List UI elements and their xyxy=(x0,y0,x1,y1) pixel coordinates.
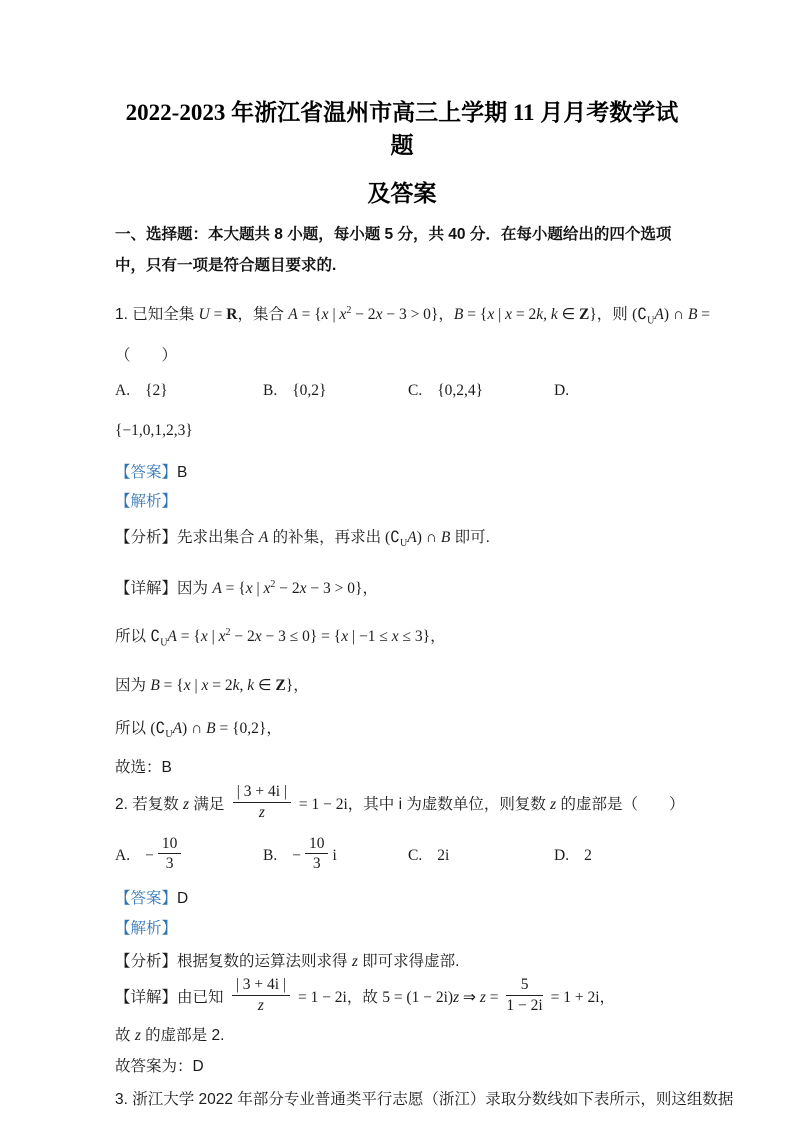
fraction-numerator xyxy=(158,835,182,855)
text-segment: ⇒ xyxy=(459,988,480,1006)
text-segment: x xyxy=(339,306,347,324)
text-segment: − xyxy=(292,846,301,864)
text-segment: x xyxy=(487,306,495,324)
doc-title-line1: 2022-2023 年浙江省温州市高三上学期 11 月月考数学试题 xyxy=(125,100,679,158)
text-segment: ， xyxy=(430,627,446,645)
option-cell-B xyxy=(263,379,408,403)
option-cell-A xyxy=(115,379,263,403)
q1-option-d-value xyxy=(115,419,689,443)
option-label: D. xyxy=(554,846,570,864)
text-segment: | 3 + 4i | xyxy=(236,783,287,801)
text-segment: = { xyxy=(463,306,488,324)
text-segment: , xyxy=(239,676,248,694)
text-segment: 【分析】根据复数的运算法则求得 xyxy=(115,952,352,970)
sub-segment: U xyxy=(400,538,408,550)
q1-detail-4 xyxy=(115,711,689,753)
text-segment: z xyxy=(453,988,460,1006)
text-segment: | xyxy=(190,676,202,694)
q2-stem xyxy=(115,781,689,829)
text-segment: k xyxy=(232,676,240,694)
document-body xyxy=(115,293,734,1111)
text-segment: 的虚部是（ ） xyxy=(556,795,685,813)
text-segment: （ ） xyxy=(115,347,178,365)
text-segment: − 3 ≤ 0} = { xyxy=(261,627,342,645)
text-segment: ) ∩ xyxy=(663,306,688,324)
bracket-tag: 【解析】 xyxy=(115,493,178,511)
text-segment: k xyxy=(247,676,255,694)
fraction xyxy=(305,835,329,874)
text-segment: ， xyxy=(599,988,616,1006)
text-segment: {2} xyxy=(145,382,168,400)
text-segment: A xyxy=(654,306,664,324)
fraction xyxy=(232,976,290,1015)
text-segment: U xyxy=(198,306,210,324)
fraction-denominator xyxy=(158,854,182,873)
text-segment: R xyxy=(226,306,238,324)
text-segment: 【详解】因为 xyxy=(115,580,213,598)
bracket-tag: 【答案】 xyxy=(115,464,178,482)
text-segment: − 2 xyxy=(275,580,300,598)
q2-answer xyxy=(115,888,689,910)
q2-detail-1 xyxy=(115,974,689,1022)
text-segment: Z xyxy=(275,676,286,694)
text-segment: 的补集，再求出 xyxy=(268,529,382,547)
text-segment: z xyxy=(183,795,190,813)
text-segment: z xyxy=(351,952,358,970)
text-segment: } xyxy=(589,306,597,324)
text-segment: B xyxy=(150,676,160,694)
text-segment: | xyxy=(207,627,219,645)
option-label: B. xyxy=(263,382,278,400)
text-segment: | xyxy=(252,580,264,598)
option-label: A. xyxy=(115,846,131,864)
text-segment: k xyxy=(550,306,558,324)
text-segment: {−1,0,1,2,3} xyxy=(115,422,193,440)
text-segment: B xyxy=(453,306,464,324)
text-segment: = 1 − 2i xyxy=(294,988,347,1006)
text-segment: z xyxy=(258,804,265,822)
text-segment: | xyxy=(494,306,506,324)
fraction-numerator xyxy=(233,783,291,803)
text-segment: ，故 xyxy=(346,988,383,1006)
fraction-denominator xyxy=(305,854,329,873)
text-segment: 10 xyxy=(161,834,178,852)
text-segment: = xyxy=(209,306,227,324)
text-segment: x xyxy=(299,580,307,598)
text-segment: 2i xyxy=(437,846,450,864)
text-segment: = 2 xyxy=(511,306,537,324)
q2-fenxi xyxy=(115,951,689,973)
text-segment: 5 xyxy=(520,976,529,994)
text-segment: A xyxy=(172,719,183,737)
text-segment: = xyxy=(697,306,711,324)
text-segment: 故选：B xyxy=(115,758,172,776)
sup-segment: 2 xyxy=(225,626,231,638)
text-segment: 2. 若复数 xyxy=(115,795,184,813)
section-header: 一、选择题：本大题共 8 小题，每小题 5 分，共 40 分．在每小题给出的四个选项中，只有一项是符合题目要求的. xyxy=(115,226,672,274)
text-segment: 满足 xyxy=(189,795,229,813)
text-segment: ∈ xyxy=(557,306,579,324)
text-segment: − 3 > 0} xyxy=(306,580,363,598)
text-segment: = 1 + 2i xyxy=(546,988,600,1006)
text-segment: 5 = (1 − 2i) xyxy=(382,988,454,1006)
text-segment: ， xyxy=(362,580,378,598)
text-segment: | −1 ≤ xyxy=(348,627,392,645)
sub-segment: U xyxy=(647,315,655,327)
text-segment: ， xyxy=(293,676,309,694)
text-segment: 3 xyxy=(165,855,174,873)
text-segment: = { xyxy=(221,580,246,598)
fraction-numerator xyxy=(232,976,290,996)
fraction-denominator xyxy=(232,996,290,1015)
option-label: A. xyxy=(115,382,131,400)
text-segment: = xyxy=(485,988,503,1006)
text-segment: B xyxy=(440,529,451,547)
text-segment: z xyxy=(257,997,264,1015)
text-segment: ， xyxy=(266,719,282,737)
text-segment: 即可求得虚部. xyxy=(357,952,460,970)
fraction xyxy=(233,783,291,822)
sub-segment: U xyxy=(160,636,168,648)
option-label: C. xyxy=(408,382,423,400)
text-segment: − 2 xyxy=(351,306,376,324)
option-label: D. xyxy=(554,382,570,400)
text-segment: ，集合 xyxy=(237,306,289,324)
text-segment: 故 xyxy=(115,1026,135,1044)
text-segment: | 3 + 4i | xyxy=(235,976,287,994)
text-segment: B xyxy=(177,464,188,482)
text-segment: B xyxy=(206,719,216,737)
text-segment: x xyxy=(391,627,399,645)
option-label: C. xyxy=(408,846,423,864)
text-segment: 故答案为：D xyxy=(115,1057,204,1075)
text-segment: 所以 xyxy=(115,719,151,737)
option-cell-C xyxy=(408,832,554,880)
option-cell-D xyxy=(554,832,689,880)
fraction-denominator xyxy=(233,803,291,822)
text-segment: x xyxy=(341,627,349,645)
text-segment: A xyxy=(288,306,298,324)
q1-detail-3 xyxy=(115,668,689,704)
text-segment: ≤ 3} xyxy=(398,627,431,645)
text-segment: 1 − 2i xyxy=(506,997,543,1015)
sub-segment: U xyxy=(165,728,173,740)
text-segment: (∁ xyxy=(632,306,648,324)
option-cell-C xyxy=(408,379,554,403)
q1-paren xyxy=(115,345,689,367)
text-segment: − 3 > 0} xyxy=(382,306,439,324)
text-segment: = {0,2} xyxy=(215,719,267,737)
option-cell-A xyxy=(115,832,263,880)
q1-options xyxy=(115,379,689,403)
q1-conclusion xyxy=(115,757,689,779)
bracket-tag: 【解析】 xyxy=(115,919,178,937)
bracket-tag: 【答案】 xyxy=(115,889,178,907)
text-segment: − 2 xyxy=(230,627,255,645)
text-segment: {0,2} xyxy=(292,382,327,400)
text-segment: ， xyxy=(438,306,454,324)
q1-detail-2 xyxy=(115,615,689,661)
sup-segment: 2 xyxy=(270,579,276,591)
text-segment: A xyxy=(212,580,222,598)
text-segment: ∈ xyxy=(254,676,276,694)
text-segment: x xyxy=(254,627,262,645)
q2-imag-conclusion xyxy=(115,1025,689,1047)
text-segment: 【详解】由已知 xyxy=(115,988,228,1006)
option-cell-D xyxy=(554,379,689,403)
text-segment: ∁ xyxy=(150,627,161,645)
text-segment: 【分析】先求出集合 xyxy=(115,529,259,547)
q2-options xyxy=(115,832,689,880)
text-segment: A xyxy=(258,529,269,547)
text-segment: Z xyxy=(579,306,590,324)
text-segment: 即可. xyxy=(450,529,490,547)
text-segment: ) ∩ xyxy=(416,529,441,547)
text-segment: = { xyxy=(297,306,322,324)
text-segment: } xyxy=(285,676,294,694)
q3-stem xyxy=(115,1089,734,1111)
text-segment: B xyxy=(687,306,698,324)
text-segment: x xyxy=(375,306,383,324)
text-segment: x xyxy=(321,306,329,324)
text-segment: | xyxy=(328,306,340,324)
text-segment: = { xyxy=(159,676,184,694)
text-segment: 3 xyxy=(312,855,321,873)
text-segment: 2 xyxy=(584,846,592,864)
fraction-numerator xyxy=(305,835,329,855)
text-segment: − xyxy=(145,846,154,864)
text-segment: 1. 已知全集 xyxy=(115,306,199,324)
text-segment: x xyxy=(201,676,209,694)
text-segment: = 1 − 2i xyxy=(294,795,348,813)
option-cell-B xyxy=(263,832,408,880)
text-segment: x xyxy=(263,580,271,598)
text-segment: 10 xyxy=(308,834,325,852)
fraction-numerator xyxy=(506,976,542,996)
sup-segment: 2 xyxy=(346,305,352,316)
text-segment: x xyxy=(183,676,191,694)
text-segment: i xyxy=(332,846,337,864)
q1-answer xyxy=(115,462,689,484)
q1-jiexi xyxy=(115,491,689,513)
text-segment: k xyxy=(536,306,544,324)
text-segment: x xyxy=(505,306,512,324)
text-segment: 因为 xyxy=(115,676,151,694)
fraction-denominator xyxy=(506,996,542,1015)
fraction xyxy=(158,835,182,874)
text-segment: A xyxy=(167,627,177,645)
text-segment: z xyxy=(550,795,557,813)
text-segment: ，其中 i 为虚数单位，则复数 xyxy=(347,795,551,813)
fraction xyxy=(506,976,542,1015)
text-segment: 3. 浙江大学 2022 年部分专业普通类平行志愿（浙江）录取分数线如下表所示，则这组数据 xyxy=(115,1090,734,1108)
q2-final-answer xyxy=(115,1056,689,1078)
text-segment: z xyxy=(134,1026,141,1044)
text-segment: = { xyxy=(176,627,201,645)
text-segment: x xyxy=(245,580,253,598)
q2-jiexi xyxy=(115,918,689,940)
doc-title-line2: 及答案 xyxy=(367,181,437,206)
text-segment: ) ∩ xyxy=(182,719,207,737)
text-segment: , xyxy=(543,306,551,324)
q1-fenxi xyxy=(115,525,689,557)
text-segment: 所以 xyxy=(115,627,151,645)
text-segment: x xyxy=(218,627,226,645)
q1-detail-1 xyxy=(115,567,689,607)
q1-stem xyxy=(115,293,711,339)
text-segment: 的虚部是 2. xyxy=(140,1026,225,1044)
text-segment: x xyxy=(200,627,208,645)
text-segment: z xyxy=(479,988,486,1006)
text-segment: ，则 xyxy=(596,306,633,324)
option-label: B. xyxy=(263,846,278,864)
text-segment: = 2 xyxy=(208,676,233,694)
text-segment: D xyxy=(177,889,189,907)
text-segment: A xyxy=(407,529,417,547)
text-segment: (∁ xyxy=(150,719,166,737)
text-segment: {0,2,4} xyxy=(437,382,484,400)
text-segment: (∁ xyxy=(381,529,400,547)
